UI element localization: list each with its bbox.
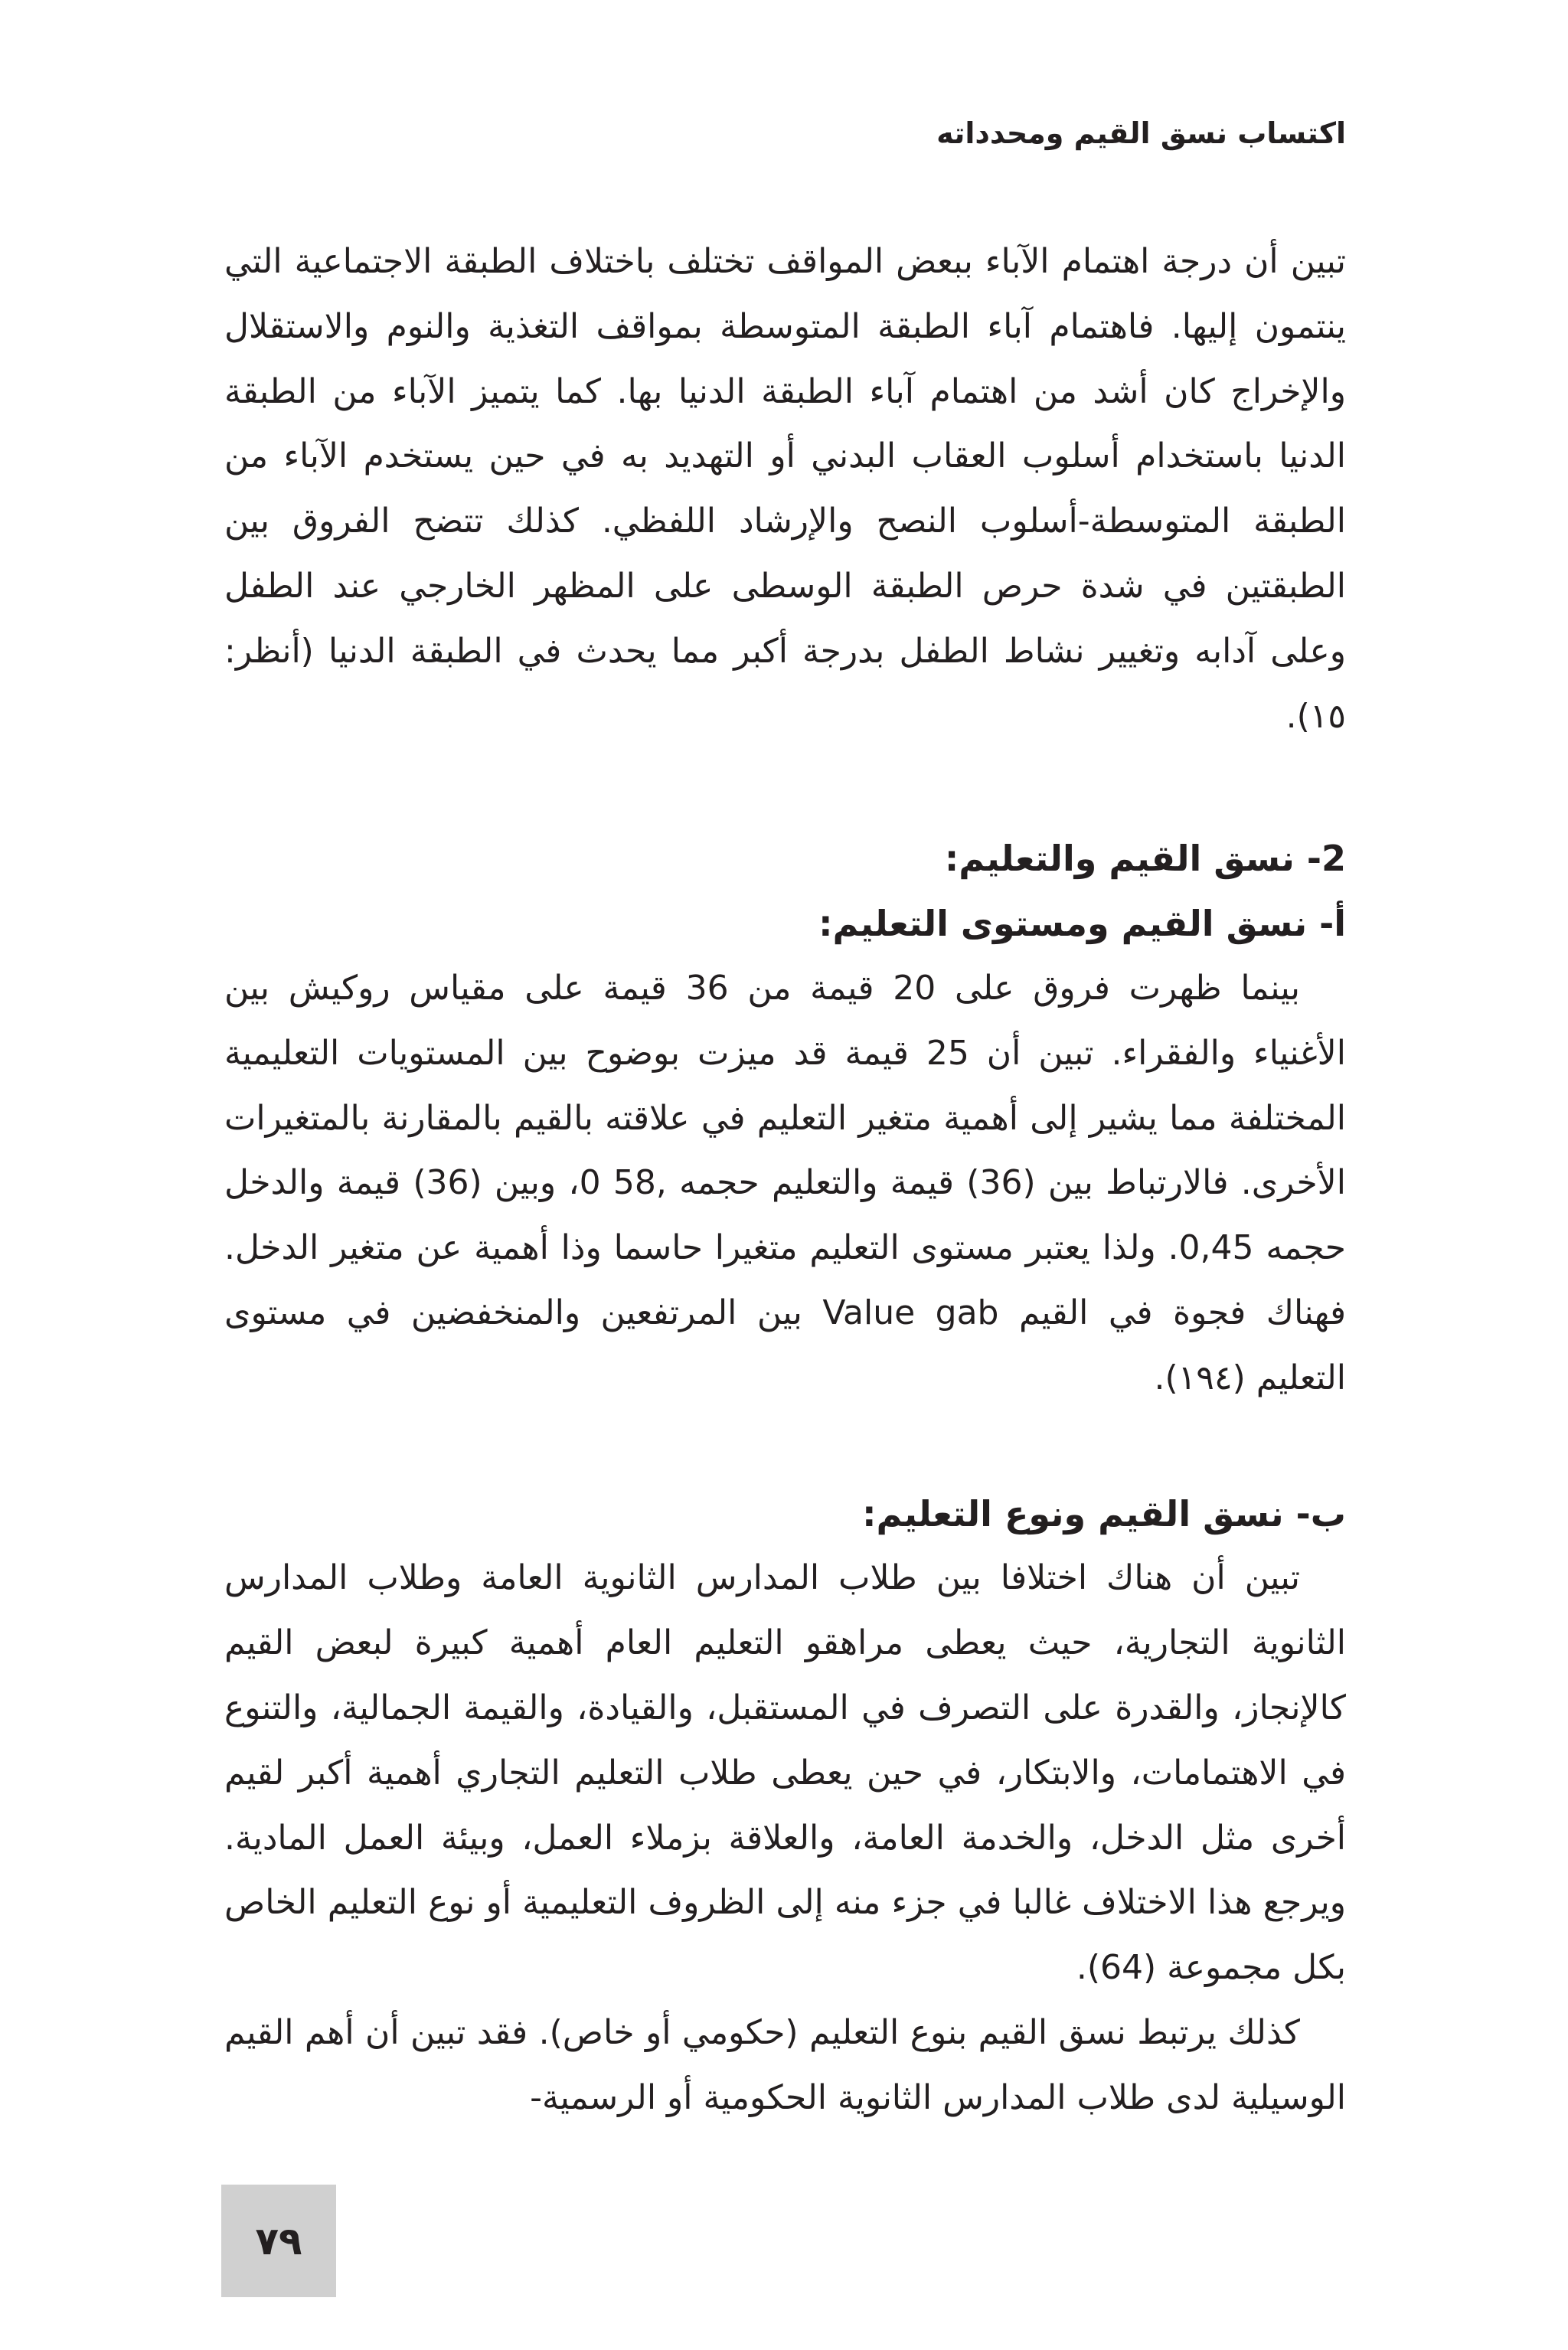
page-body: [224, 230, 1346, 2131]
section-heading-values-education: 2- نسق القيم والتعليم:: [944, 838, 1346, 880]
paragraph-social-class: تبين أن درجة اهتمام الآباء ببعض المواقف تختلف باختلاف الطبقة الاجتماعية التي ينتمون إليها. فاهتمام آباء الطبقة المتوسطة بمواقف التغذية والنوم والاستقلال والإخراج كان أشد من اهتمام آباء الطبقة الدنيا بها. كما يتميز الآباء من الطبقة الدنيا باستخدام أسلوب العقاب البدني أو التهديد به في حين يستخدم الآباء من الطبقة المتوسطة-أسلوب النصح والإرشاد اللفظي. كذلك تتضح الفروق بين الطبقتين في شدة حرص الطبقة الوسطى على المظهر الخارجي عند الطفل وعلى آدابه وتغيير نشاط الطفل بدرجة أكبر مما يحدث في الطبقة الدنيا (أنظر: ١٥).: [224, 242, 1346, 736]
paragraph-education-type: تبين أن هناك اختلافا بين طلاب المدارس الثانوية العامة وطلاب المدارس الثانوية التجارية، حيث يعطى مراهقو التعليم العام أهمية كبيرة لبعض القيم كالإنجاز، والقدرة على التصرف في المستقبل، والقيادة، والقيمة الجمالية، والتنوع في الاهتمامات، والابتكار، في حين يعطى طلاب التعليم التجاري أهمية أكبر لقيم أخرى مثل الدخل، والخدمة العامة، والعلاقة بزملاء العمل، وبيئة العمل المادية. ويرجع هذا الاختلاف غالبا في جزء منه إلى الظروف التعليمية أو نوع التعليم الخاص بكل مجموعة (64).: [224, 1558, 1346, 1988]
subsection-heading-education-type: ب- نسق القيم ونوع التعليم:: [862, 1492, 1346, 1535]
section-gap: [224, 749, 1346, 826]
subsection-heading-education-level: أ- نسق القيم ومستوى التعليم:: [818, 903, 1346, 945]
paragraph-education-level: بينما ظهرت فروق على 20 قيمة من 36 قيمة على مقياس روكيش بين الأغنياء والفقراء. تبين أن 25 قيمة قد ميزت بوضوح بين المستويات التعليمية المختلفة مما يشير إلى أهمية متغير التعليم في علاقته بالقيم بالمقارنة بالمتغيرات الأخرى. فالارتباط بين (36) قيمة والتعليم حجمه ,58 0، وبين (36) قيمة والدخل حجمه 0,45. ولذا يعتبر مستوى التعليم متغيرا حاسما وذا أهمية عن متغير الدخل. فهناك فجوة في القيم Value gab بين المرتفعين والمنخفضين في مستوى التعليم (١٩٤).: [224, 968, 1347, 1397]
paragraph-public-private: كذلك يرتبط نسق القيم بنوع التعليم (حكومي أو خاص). فقد تبين أن أهم القيم الوسيلية لدى طلاب المدارس الثانوية الحكومية أو الرسمية-: [224, 2012, 1346, 2117]
section-gap: [224, 1411, 1346, 1482]
page-number: ٧٩: [255, 2218, 302, 2263]
page-number-box: [221, 2185, 336, 2297]
running-header-title: اكتساب نسق القيم ومحدداته: [936, 116, 1346, 150]
